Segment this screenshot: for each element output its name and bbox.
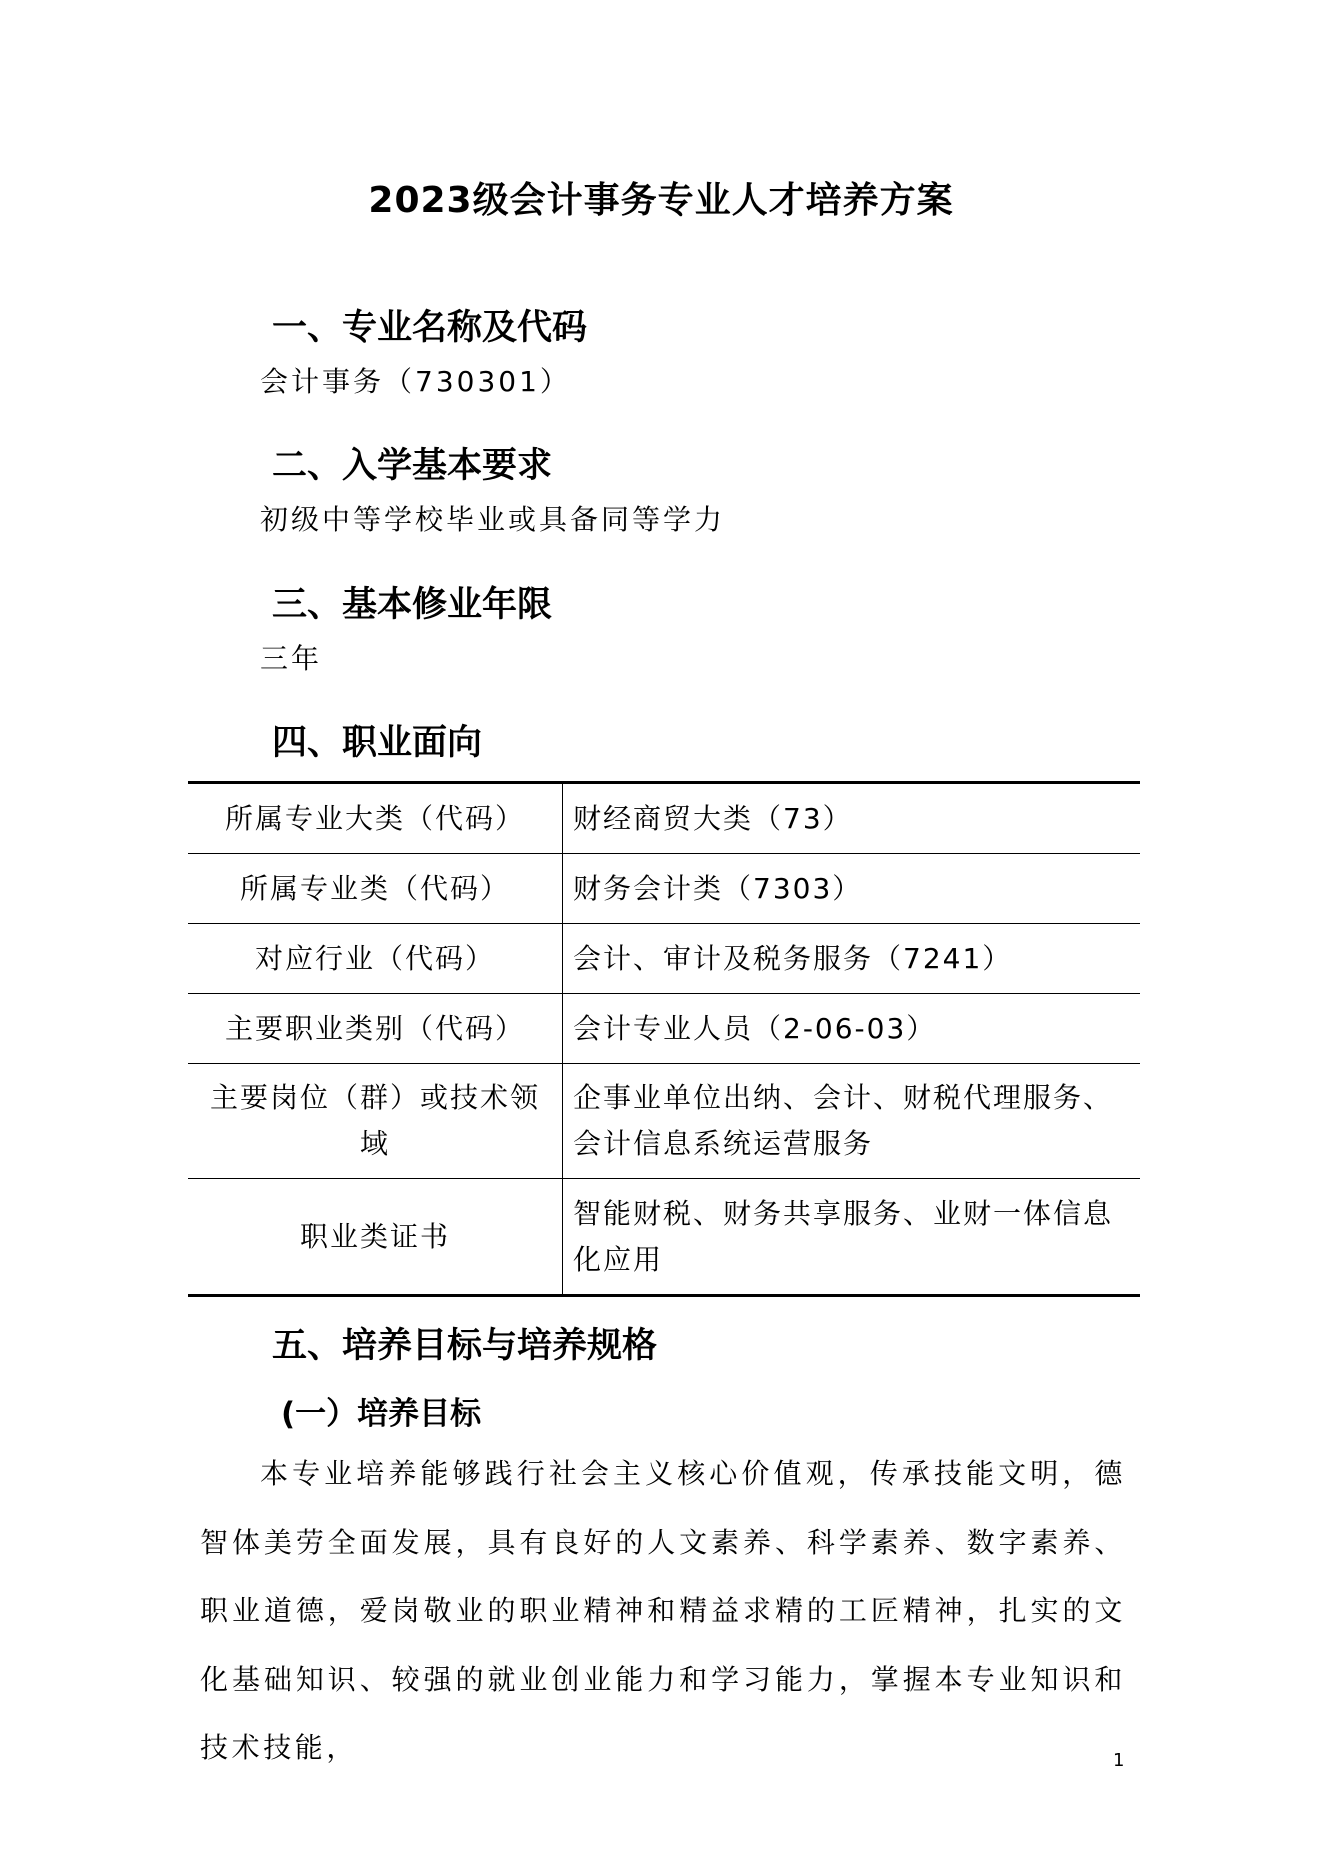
table-cell-value: 企事业单位出纳、会计、财税代理服务、会计信息系统运营服务 <box>573 1081 1114 1160</box>
page-title: 2023级会计事务专业人才培养方案 <box>368 180 954 221</box>
table-cell-value: 会计专业人员（2-06-03） <box>573 1011 937 1045</box>
table-cell-value: 智能财税、财务共享服务、业财一体信息化应用 <box>573 1196 1114 1276</box>
table-cell-label: 所属专业类（代码） <box>188 854 563 923</box>
table-cell-value: 财经商贸大类（73） <box>573 801 853 835</box>
table-cell-label: 职业类证书 <box>188 1179 563 1294</box>
section-heading-career: 四、职业面向 <box>272 723 483 763</box>
table-cell-value: 会计、审计及税务服务（7241） <box>573 941 1013 975</box>
table-cell-value: 财务会计类（7303） <box>573 871 863 905</box>
training-goal-paragraph: 本专业培养能够践行社会主义核心价值观，传承技能文明，德智体美劳全面发展，具有良好的人文素养、科学素养、数字素养、职业道德，爱岗敬业的职业精神和精益求精的工匠精神，扎实的文化基础知识、较强的就业创业能力和学习能力，掌握本专业知识和技术技能， <box>200 1457 1126 1764</box>
section-heading-training-goals: 五、培养目标与培养规格 <box>272 1326 658 1366</box>
table-cell-label: 主要岗位（群）或技术领域 <box>188 1064 563 1178</box>
table-cell-label: 所属专业大类（代码） <box>188 784 563 853</box>
career-orientation-table <box>188 781 1140 1297</box>
table-row <box>188 784 1140 854</box>
table-row <box>188 994 1140 1064</box>
admission-text: 初级中等学校毕业或具备同等学力 <box>260 503 726 536</box>
table-cell-label: 对应行业（代码） <box>188 924 563 993</box>
table-row <box>188 1179 1140 1294</box>
table-cell-label: 主要职业类别（代码） <box>188 994 563 1063</box>
section-heading-duration: 三、基本修业年限 <box>272 585 553 625</box>
subsection-heading-goals: (一）培养目标 <box>281 1396 482 1432</box>
page-number: 1 <box>1113 1750 1125 1771</box>
table-row <box>188 924 1140 994</box>
duration-text: 三年 <box>260 642 323 675</box>
section-heading-major-name: 一、专业名称及代码 <box>272 308 588 348</box>
table-row <box>188 854 1140 924</box>
major-name-text: 会计事务（730301） <box>260 365 571 398</box>
section-heading-admission: 二、入学基本要求 <box>272 446 553 486</box>
table-row <box>188 1064 1140 1179</box>
